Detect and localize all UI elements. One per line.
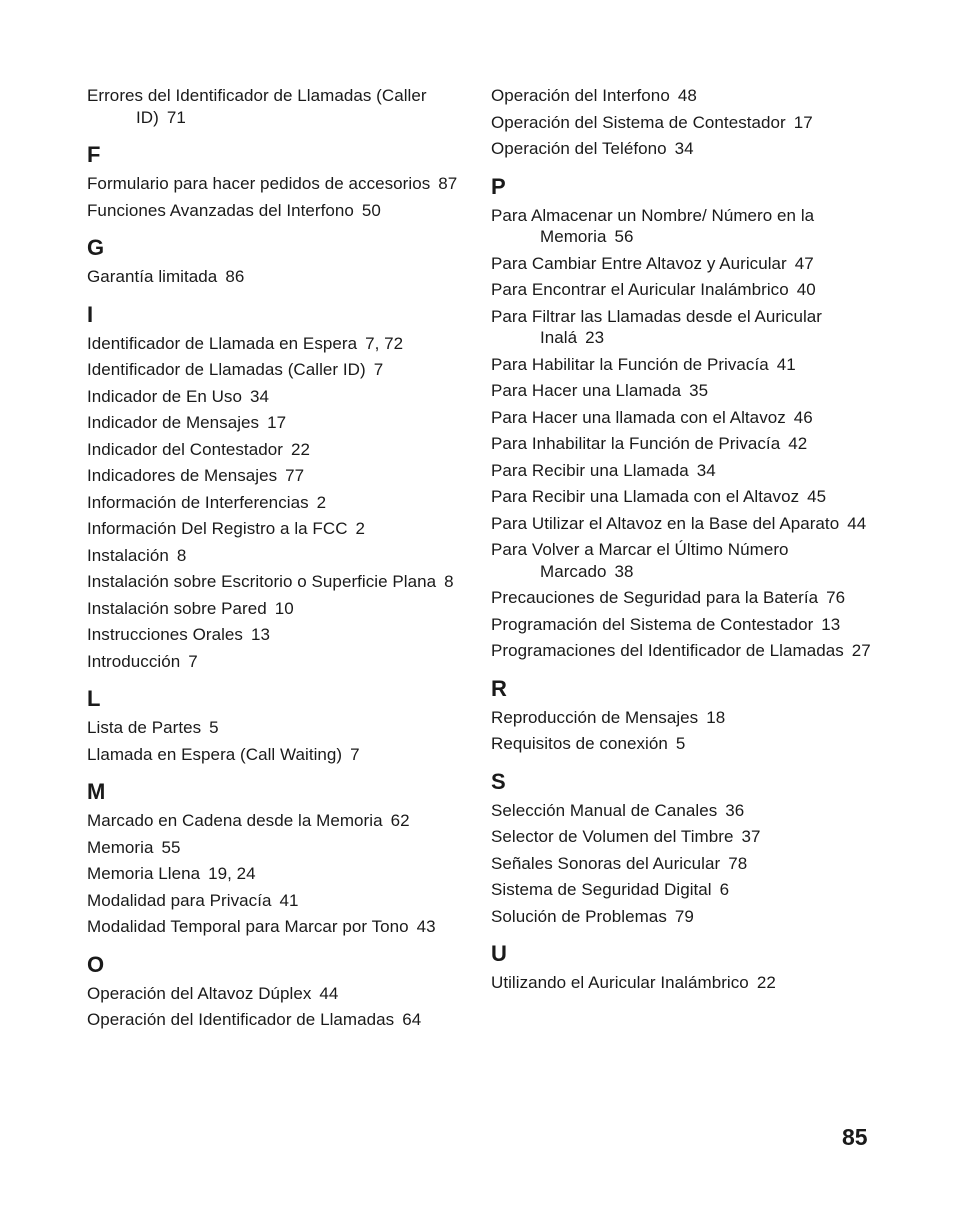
index-entry-text: Operación del Teléfono [491,139,667,158]
index-entry [491,253,871,275]
index-entry-text: Para Recibir una Llamada con el Altavoz [491,487,800,506]
index-entry [87,492,467,514]
index-entry-pages: 18 [706,707,726,727]
index-entry [87,465,467,487]
index-entry-pages: 7 [373,360,384,379]
index-entry-text: Para Inhabilitar la Función de Privacía [491,434,781,453]
index-entry-pages: 48 [677,86,697,105]
index-entry-pages: 13 [821,614,841,634]
index-column-right [491,85,871,999]
index-entry [491,433,871,455]
index-entry-pages: 37 [741,827,761,846]
index-entry-pages: 2 [316,492,327,512]
index-entry-pages: 79 [674,906,694,926]
index-entry [87,173,467,195]
index-entry-text: Para Hacer una llamada con el Altavoz [491,407,786,427]
index-entry-text: Memoria [87,837,154,857]
index-entry [87,518,467,540]
index-entry [87,810,467,832]
index-entry [491,306,871,349]
index-entry-text: Instrucciones Orales [87,625,243,644]
index-entry-text: Operación del Altavoz Dúplex [87,983,312,1003]
index-entry-text: Señales Sonoras del Auricular [491,853,721,873]
index-entry-text: Para Volver a Marcar el Último Número Marcado [491,540,789,581]
index-entry-text: Operación del Identificador de Llamadas [87,1010,395,1029]
index-entry [491,614,871,636]
index-entry-text: Sistema de Seguridad Digital [491,880,712,899]
index-entry-pages: 22 [756,973,776,992]
index-entry-text: Identificador de Llamadas (Caller ID) [87,360,366,379]
index-entry-text: Para Filtrar las Llamadas desde el Auricular Inalá [491,306,823,347]
index-letter-heading: G [87,235,105,260]
index-entry-text: Para Habilitar la Función de Privacía [491,354,769,374]
index-entry [491,380,871,402]
index-entry [491,486,871,508]
index-entry-text: Información de Interferencias [87,492,309,512]
index-entry [87,200,467,222]
index-entry-text: Para Recibir una Llamada [491,460,689,480]
index-entry-text: Instalación sobre Escritorio o Superficie Plana [87,572,437,591]
index-entry-pages: 13 [250,625,270,644]
index-entry [87,744,467,766]
index-entry-text: Llamada en Espera (Call Waiting) [87,744,343,764]
index-entry-pages: 44 [847,513,867,533]
index-entry [87,837,467,859]
index-entry-pages: 23 [585,328,605,347]
index-entry-text: Operación del Interfono [491,86,670,105]
index-entry [491,733,871,755]
index-entry-pages: 44 [319,983,339,1003]
index-entry-pages: 27 [851,641,871,660]
index-entry-pages: 45 [807,487,827,506]
index-entry-pages: 5 [209,718,219,737]
index-entry-pages: 34 [250,386,270,406]
index-entry-pages: 46 [793,407,813,427]
index-entry-pages: 64 [402,1010,422,1029]
index-letter-heading: L [87,686,101,711]
index-entry [87,717,467,739]
index-entry-text: Para Encontrar el Auricular Inalámbrico [491,280,789,299]
index-entry-pages: 43 [416,917,436,936]
index-entry-text: Introducción [87,651,181,671]
index-entry-pages: 87 [438,174,458,193]
index-entry-text: Memoria Llena [87,864,201,883]
index-entry [87,359,467,381]
index-letter-heading: U [491,941,507,966]
index-entry [87,1009,467,1031]
index-entry [87,598,467,620]
index-letter-heading: S [491,768,506,794]
index-entry-pages: 55 [161,837,181,857]
index-entry [491,407,871,429]
index-entry [491,112,871,134]
index-entry-text: Modalidad para Privacía [87,890,272,910]
index-entry-pages: 7, 72 [365,333,404,353]
index-entry-text: Garantía limitada [87,267,218,286]
index-entry-pages: 40 [796,280,816,299]
index-entry-text: Selector de Volumen del Timbre [491,827,734,846]
index-entry-pages: 41 [776,354,796,374]
index-entry-pages: 71 [166,107,186,127]
index-entry [87,439,467,461]
index-entry-text: Instalación [87,545,169,565]
index-entry [491,279,871,301]
index-entry-pages: 56 [614,227,634,246]
index-entry [87,624,467,646]
index-entry [87,85,467,128]
index-entry-text: Operación del Sistema de Contestador [491,112,786,132]
index-entry [491,826,871,848]
index-entry [87,863,467,885]
index-entry-text: Para Cambiar Entre Altavoz y Auricular [491,253,787,273]
index-entry-text: Utilizando el Auricular Inalámbrico [491,973,749,992]
index-entry-pages: 34 [696,460,716,480]
index-entry-text: Requisitos de conexión [491,734,668,753]
index-entry [491,205,871,248]
index-entry-text: Indicador de En Uso [87,386,242,406]
index-entry-text: Solución de Problemas [491,906,667,926]
index-entry-text: Para Utilizar el Altavoz en la Base del Aparato [491,513,840,533]
index-entry-pages: 62 [390,811,410,830]
index-entry-pages: 77 [285,466,305,485]
index-letter-heading: O [87,951,105,977]
index-entry-text: Errores del Identificador de Llamadas (Caller ID) [87,86,427,127]
index-entry-text: Información Del Registro a la FCC [87,519,348,538]
index-entry-text: Selección Manual de Canales [491,800,718,820]
index-entry-pages: 42 [788,434,808,453]
index-entry-pages: 86 [225,267,245,286]
index-entry [87,333,467,355]
index-entry-pages: 7 [350,744,360,764]
index-entry-pages: 41 [279,890,299,910]
index-entry-pages: 17 [793,112,813,132]
index-entry-pages: 7 [188,651,198,671]
index-column-left [87,85,467,1036]
index-entry-text: Lista de Partes [87,718,202,737]
index-entry [491,513,871,535]
index-entry-text: Reproducción de Mensajes [491,707,699,727]
index-entry-text: Marcado en Cadena desde la Memoria [87,811,383,830]
index-entry-pages: 35 [689,381,709,400]
index-entry [491,539,871,582]
index-entry-text: Indicadores de Mensajes [87,466,278,485]
page-number: 85 [842,1124,868,1150]
index-entry [87,571,467,593]
index-entry [491,138,871,160]
index-letter-heading: R [491,675,507,701]
index-entry-pages: 17 [267,413,287,432]
index-entry [491,853,871,875]
index-entry-text: Para Hacer una Llamada [491,381,682,400]
index-entry [87,651,467,673]
index-entry-pages: 22 [290,439,310,459]
index-entry-pages: 34 [674,139,694,158]
index-entry [87,386,467,408]
index-entry-pages: 10 [274,598,294,618]
index-letter-heading: F [87,142,101,167]
index-entry [87,266,467,288]
index-entry-text: Funciones Avanzadas del Interfono [87,200,354,220]
index-entry [87,890,467,912]
index-entry-pages: 5 [675,734,686,753]
index-entry-pages: 76 [826,588,846,607]
index-letter-heading: I [87,301,94,327]
index-entry [491,640,871,662]
index-entry-pages: 8 [444,572,454,591]
index-entry [87,412,467,434]
index-entry [87,983,467,1005]
index-entry [491,972,871,994]
index-entry-pages: 50 [361,200,381,220]
index-entry [491,85,871,107]
index-entry [491,800,871,822]
index-letter-heading: P [491,173,506,199]
index-entry [87,916,467,938]
index-entry-text: Instalación sobre Pared [87,598,267,618]
index-entry-text: Para Almacenar un Nombre/ Número en la Memoria [491,205,815,246]
index-entry-pages: 78 [728,853,748,873]
index-entry-text: Indicador del Contestador [87,439,283,459]
index-letter-heading: M [87,779,106,804]
index-entry-text: Formulario para hacer pedidos de accesorios [87,174,431,193]
index-entry-pages: 19, 24 [208,864,256,883]
index-entry-text: Precauciones de Seguridad para la Batería [491,588,819,607]
index-entry-text: Identificador de Llamada en Espera [87,333,358,353]
index-entry [491,906,871,928]
index-entry-pages: 36 [725,800,745,820]
index-entry [87,545,467,567]
index-entry [491,587,871,609]
index-entry [491,879,871,901]
index-entry [491,354,871,376]
index-entry-text: Programaciones del Identificador de Llamadas [491,641,844,660]
index-entry-pages: 38 [614,561,634,581]
index-entry-pages: 8 [176,545,187,565]
index-entry-text: Indicador de Mensajes [87,413,260,432]
index-entry [491,460,871,482]
index-entry [491,707,871,729]
index-entry-pages: 47 [794,253,814,273]
index-entry-text: Modalidad Temporal para Marcar por Tono [87,917,409,936]
index-entry-pages: 6 [719,880,730,899]
index-entry-text: Programación del Sistema de Contestador [491,614,814,634]
index-entry-pages: 2 [355,519,366,538]
